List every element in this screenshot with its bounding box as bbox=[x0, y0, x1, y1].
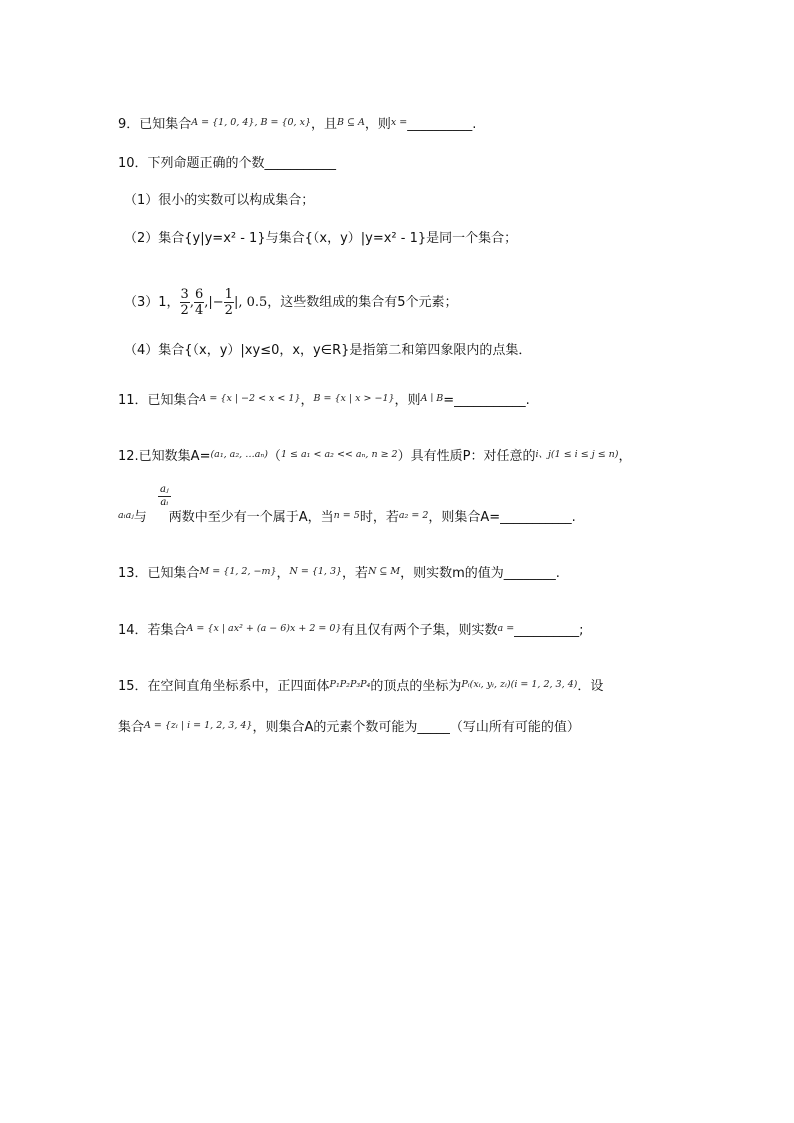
q10-item-2: （2）集合{y|y=x² - 1}与集合{（x，y）|y=x² - 1}是同一个集合； bbox=[124, 231, 518, 246]
q15-set-z: A = {zᵢ | i = 1, 2, 3, 4} bbox=[144, 720, 253, 731]
q12-line2-mid2: 时，若 bbox=[359, 510, 399, 525]
q13-set-n: N = {1, 3} bbox=[289, 566, 343, 577]
q14-a-equals: a = bbox=[497, 623, 515, 634]
q9-mid2: ，则 bbox=[364, 117, 391, 132]
q9-subset-condition: B ⊆ A bbox=[337, 117, 365, 128]
q12-with: 与 bbox=[133, 510, 147, 525]
q15-tetrahedron: P₁P₂P₃P₄ bbox=[329, 679, 371, 690]
q11-set-a: A = {x | −2 < x < 1} bbox=[199, 393, 301, 404]
q13-mid: ，若 bbox=[342, 566, 369, 581]
q11-answer-blank: =___________. bbox=[443, 393, 530, 408]
q12-line2-tail: ，则集合A=___________. bbox=[428, 510, 576, 525]
fraction-1-2 bbox=[224, 287, 234, 318]
q12-n-value: n = 5 bbox=[333, 510, 360, 521]
q12-line2-mid: 两数中至少有一个属于A，当 bbox=[168, 510, 334, 525]
question-15-line-2 bbox=[118, 717, 580, 737]
fraction-6-4 bbox=[194, 287, 204, 318]
q14-answer-blank: __________; bbox=[514, 623, 584, 638]
q13-subset-condition: N ⊆ M bbox=[368, 566, 401, 577]
fraction-numerator: 1 bbox=[224, 287, 233, 302]
question-11 bbox=[118, 390, 530, 410]
q13-set-m: M = {1, 2, −m} bbox=[199, 566, 277, 577]
q15-line2-tail: ，则集合A的元素个数可能为_____（写山所有可能的值） bbox=[252, 720, 580, 735]
q9-prefix: 9．已知集合 bbox=[118, 117, 192, 132]
q14-mid: 有且仅有两个子集，则实数 bbox=[341, 623, 498, 638]
q11-prefix: 11．已知集合 bbox=[118, 393, 200, 408]
q15-prefix: 15．在空间直角坐标系中，正四面体 bbox=[118, 679, 330, 694]
fraction-numerator: aⱼ bbox=[160, 484, 169, 495]
q15-line2-prefix: 集合 bbox=[118, 720, 145, 735]
q12-end: ， bbox=[618, 449, 632, 464]
fraction-denominator: 4 bbox=[194, 303, 204, 318]
fraction-3-2 bbox=[180, 287, 190, 318]
q10-item3-prefix: （3）1， bbox=[124, 295, 180, 310]
q12-paren-open: （ bbox=[267, 449, 281, 464]
q9-answer-blank: __________. bbox=[407, 117, 477, 132]
fraction-denominator: 2 bbox=[224, 303, 233, 318]
q12-product: aᵢaⱼ bbox=[118, 510, 134, 521]
q10-item-4: （4）集合{（x，y）|xy≤0，x，y∈R}是指第二和第四象限内的点集． bbox=[124, 343, 532, 358]
q10-item-1: （1）很小的实数可以构成集合； bbox=[124, 193, 315, 208]
q12-index-condition: i、j(1 ≤ i ≤ j ≤ n) bbox=[535, 449, 619, 460]
q10-separator-2: ,|− bbox=[204, 295, 224, 310]
q10-item3-suffix: ，这些数组成的集合有5个元素； bbox=[267, 295, 458, 310]
q12-set-elements: (a₁, a₂, …aₙ) bbox=[210, 449, 268, 460]
fraction-denominator: 2 bbox=[180, 303, 189, 318]
q10-separator-1: , bbox=[189, 295, 194, 310]
fraction-numerator: 6 bbox=[194, 287, 204, 302]
q15-mid: 的顶点的坐标为 bbox=[370, 679, 462, 694]
q12-mid: ）具有性质P：对任意的 bbox=[397, 449, 536, 464]
q12-fraction-aj-ai bbox=[158, 484, 171, 509]
q11-set-b: B = {x | x > −1} bbox=[313, 393, 395, 404]
q12-order-condition: 1 ≤ a₁ < a₂ << aₙ, n ≥ 2 bbox=[280, 449, 398, 460]
question-15-line-1 bbox=[118, 676, 603, 696]
q14-prefix: 14．若集合 bbox=[118, 623, 187, 638]
fraction-numerator: 3 bbox=[180, 287, 189, 302]
fraction-denominator: aᵢ bbox=[160, 497, 169, 508]
q9-x-equals: x = bbox=[390, 117, 408, 128]
q9-mid: ，且 bbox=[311, 117, 338, 132]
q15-end: ．设 bbox=[577, 679, 604, 694]
q13-sep: ， bbox=[276, 566, 290, 581]
q11-sep: ， bbox=[300, 393, 314, 408]
q12-a2-value: a₂ = 2 bbox=[398, 510, 429, 521]
q13-tail: ，则实数m的值为________. bbox=[400, 566, 560, 581]
q11-mid: ，则 bbox=[394, 393, 421, 408]
q15-vertex-coordinates: Pᵢ(xᵢ, yᵢ, zᵢ)(i = 1, 2, 3, 4) bbox=[461, 679, 578, 690]
q12-prefix: 12.已知数集A= bbox=[118, 449, 211, 464]
q14-set-definition: A = {x | ax² + (a − 6)x + 2 = 0} bbox=[186, 623, 342, 634]
question-10-title: 10．下列命题正确的个数___________ bbox=[118, 156, 337, 171]
question-12-line-2 bbox=[118, 507, 576, 527]
q10-item-3 bbox=[124, 284, 458, 322]
question-13 bbox=[118, 563, 560, 583]
q13-prefix: 13．已知集合 bbox=[118, 566, 200, 581]
q10-item3-tail-math: |, 0.5 bbox=[233, 295, 268, 310]
q11-intersection: A ∣ B bbox=[420, 393, 444, 404]
q9-set-definition: A = {1, 0, 4}, B = {0, x} bbox=[191, 117, 311, 128]
question-9 bbox=[118, 114, 476, 134]
question-12-line-1 bbox=[118, 446, 632, 466]
question-14 bbox=[118, 620, 584, 640]
